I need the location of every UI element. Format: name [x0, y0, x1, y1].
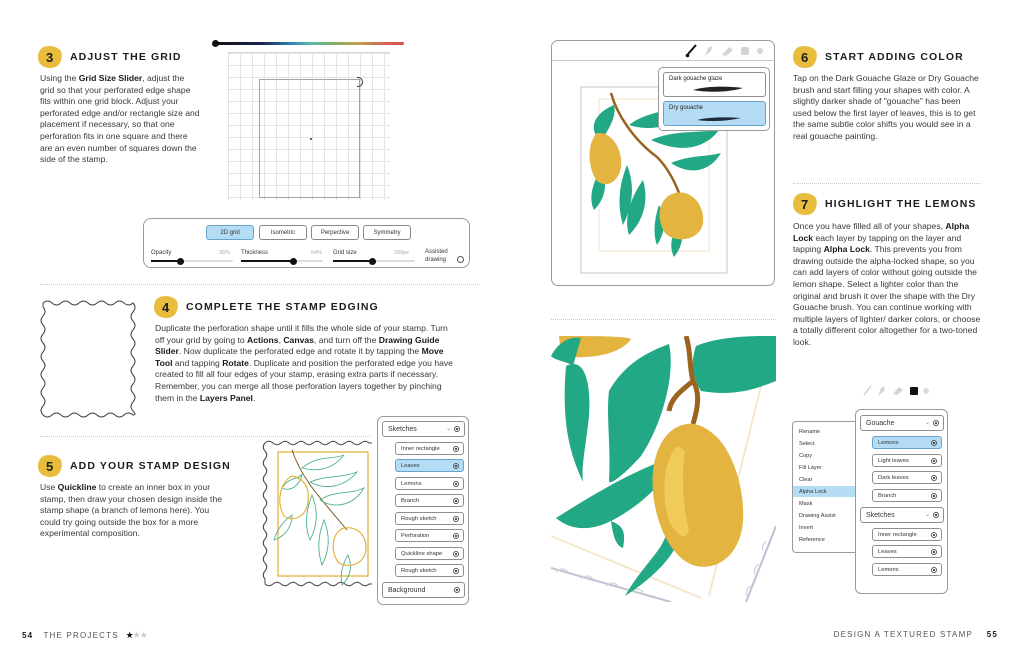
- step-3-header: [38, 46, 182, 68]
- step-title: COMPLETE THE STAMP EDGING: [186, 301, 379, 313]
- smudge-icon[interactable]: [702, 44, 714, 58]
- layer-leaves[interactable]: Leaves: [872, 545, 942, 558]
- drawing-guide-panel: [143, 218, 470, 268]
- step-4-body: Duplicate the perforation shape until it fills the whole side of your stamp. Turn off your grid by going to Actions, Canvas, and turn off the Drawing Guide Slider. Now duplicate the perforated edge and rotate it by tapping the Move Tool and tapping Rotate. Duplicate and position the perforated edge you have created to fill all four edges of your stamp, erasing extra parts if necessary. Remember, you can merge all those perforation layers together by pinching them in the Layers Panel.: [155, 323, 453, 403]
- grid-canvas: [228, 52, 390, 200]
- section-divider: [793, 183, 981, 184]
- menu-item-drawing-assist[interactable]: Drawing Assist: [799, 512, 836, 519]
- menu-item-invert[interactable]: Invert: [799, 524, 813, 531]
- layer-lemons[interactable]: Lemons: [395, 477, 464, 490]
- layers-panel: [855, 409, 948, 594]
- smudge-icon[interactable]: [876, 385, 886, 397]
- visibility-checkbox[interactable]: [454, 587, 460, 593]
- lemon-sketch-stamp: [262, 440, 376, 590]
- visibility-checkbox[interactable]: [931, 458, 937, 464]
- color-slider-track[interactable]: [214, 42, 404, 45]
- grid-size-value: 206px: [394, 250, 409, 256]
- grid-size-slider-knob[interactable]: [369, 258, 376, 265]
- layer-inner-rectangle[interactable]: Inner rectangle: [395, 442, 464, 455]
- menu-item-fill-layer[interactable]: Fill Layer: [799, 464, 822, 471]
- visibility-checkbox[interactable]: [453, 463, 459, 469]
- tab-symmetry[interactable]: Symmetry: [363, 225, 411, 240]
- right-toolbar: [862, 385, 932, 397]
- menu-item-select[interactable]: Select: [799, 440, 815, 447]
- eraser-icon[interactable]: [720, 45, 734, 57]
- thickness-value: 64%: [311, 250, 323, 256]
- menu-item-mask[interactable]: Mask: [799, 500, 813, 507]
- eraser-icon[interactable]: [892, 386, 904, 396]
- opacity-slider-knob[interactable]: [177, 258, 184, 265]
- thickness-label: Thickness: [241, 250, 269, 256]
- chevron-down-icon[interactable]: ⌄: [445, 426, 451, 432]
- section-title: THE PROJECTS: [43, 631, 119, 640]
- color-icon[interactable]: [923, 388, 929, 394]
- layer-dark-leaves[interactable]: Dark leaves: [872, 471, 942, 484]
- opacity-slider[interactable]: [151, 260, 233, 262]
- visibility-checkbox[interactable]: [453, 498, 459, 504]
- lemon-painting-closeup: [551, 336, 776, 602]
- difficulty-stars: [126, 630, 147, 640]
- step-6-body: Tap on the Dark Gouache Glaze or Dry Gouache brush and start filling your shapes with color. A slightly darker shade of "gouache" has been used below the first layer of leaves, this is to get the same subtle color shifts you would see in a real gouache painting.: [793, 73, 979, 141]
- star-icon: ★: [139, 630, 147, 640]
- layers-panel: [377, 416, 469, 605]
- step-badge: 7: [792, 192, 818, 216]
- layer-rough-sketch-2[interactable]: Rough sketch: [395, 564, 464, 577]
- step-6-header: [793, 46, 964, 68]
- page-number: 55: [986, 630, 998, 639]
- step-badge: 4: [153, 295, 179, 319]
- layer-perforation[interactable]: Perforation: [395, 529, 464, 542]
- brush-library-popup: [658, 67, 770, 131]
- visibility-checkbox[interactable]: [933, 512, 939, 518]
- chevron-down-icon[interactable]: ⌄: [924, 420, 930, 426]
- layer-quickline-shape[interactable]: Quickline shape: [395, 547, 464, 560]
- footer-right: [834, 630, 998, 639]
- thickness-slider-knob[interactable]: [290, 258, 297, 265]
- perforation-shape: [357, 77, 363, 87]
- visibility-checkbox[interactable]: [931, 493, 937, 499]
- layer-inner-rectangle[interactable]: Inner rectangle: [872, 528, 942, 541]
- opacity-label: Opacity: [151, 250, 172, 256]
- tab-perspective[interactable]: Perpective: [311, 225, 359, 240]
- step-title: ADD YOUR STAMP DESIGN: [70, 460, 231, 472]
- visibility-checkbox[interactable]: [453, 551, 459, 557]
- assisted-drawing-label: Assisted drawing: [425, 249, 448, 263]
- layers-icon[interactable]: [741, 47, 749, 55]
- step-4-header: [154, 296, 379, 318]
- color-icon[interactable]: [757, 48, 763, 54]
- tab-2d-grid[interactable]: 2D grid: [206, 225, 254, 240]
- chevron-down-icon[interactable]: ⌄: [924, 512, 930, 518]
- step-5-body: Use Quickline to create an inner box in your stamp, then draw your chosen design inside the stamp shape (a branch of lemons here). You could try going outside the box for a more experimental composition.: [40, 482, 223, 539]
- layer-light-leaves[interactable]: Light leaves: [872, 454, 942, 467]
- step-title: ADJUST THE GRID: [70, 51, 182, 63]
- assisted-drawing-toggle[interactable]: [457, 256, 464, 263]
- layer-group-sketches[interactable]: Sketches ⌄: [860, 507, 944, 523]
- grid-size-slider[interactable]: [333, 260, 415, 262]
- visibility-checkbox[interactable]: [931, 549, 937, 555]
- layer-lemons-sketch[interactable]: Lemons: [872, 563, 942, 576]
- thickness-slider[interactable]: [241, 260, 323, 262]
- visibility-checkbox[interactable]: [931, 440, 937, 446]
- chapter-title: DESIGN A TEXTURED STAMP: [833, 630, 973, 639]
- layer-group-sketches[interactable]: Sketches ⌄: [382, 421, 465, 437]
- visibility-checkbox[interactable]: [931, 567, 937, 573]
- layer-rough-sketch[interactable]: Rough sketch: [395, 512, 464, 525]
- toolbar: [552, 41, 774, 61]
- brush-stroke-preview: [692, 84, 744, 94]
- center-point: [310, 138, 312, 140]
- layer-leaves[interactable]: Leaves: [395, 459, 464, 472]
- layers-icon[interactable]: [910, 387, 918, 395]
- step-badge: 5: [37, 454, 63, 478]
- step-3-body: Using the Grid Size Slider, adjust the grid so that your perforated edge shape fits within one grid block. Adjust your perforated edge and/or rectangle size and placement if necessary, so that one perforation fits in one square and there are an even number of squares down the side of the stamp.: [40, 73, 200, 165]
- step-title: HIGHLIGHT THE LEMONS: [825, 198, 977, 210]
- layer-background[interactable]: Background: [382, 582, 465, 598]
- brush-stroke-preview: [696, 115, 742, 123]
- visibility-checkbox[interactable]: [453, 568, 459, 574]
- page-number: 54: [22, 631, 34, 640]
- layer-branch[interactable]: Branch: [395, 494, 464, 507]
- section-divider: [551, 319, 776, 320]
- step-7-header: [793, 193, 977, 215]
- step-5-header: [38, 455, 231, 477]
- visibility-checkbox[interactable]: [453, 481, 459, 487]
- visibility-checkbox[interactable]: [931, 475, 937, 481]
- menu-item-clear[interactable]: Clear: [799, 476, 813, 483]
- section-divider: [40, 284, 480, 285]
- brush-icon[interactable]: [685, 44, 697, 58]
- menu-item-rename[interactable]: Rename: [799, 428, 821, 435]
- menu-item-alpha-lock[interactable]: Alpha Lock: [793, 486, 857, 497]
- section-divider: [40, 436, 370, 437]
- visibility-checkbox[interactable]: [453, 446, 459, 452]
- visibility-checkbox[interactable]: [931, 532, 937, 538]
- star-icon: ★: [132, 630, 140, 640]
- perforated-stamp-outline: [40, 300, 136, 418]
- star-icon: ★: [125, 630, 133, 640]
- layer-branch[interactable]: Branch: [872, 489, 942, 502]
- layer-lemons[interactable]: Lemons: [872, 436, 942, 449]
- tab-isometric[interactable]: Isometric: [259, 225, 307, 240]
- menu-item-reference[interactable]: Reference: [799, 536, 825, 543]
- menu-item-copy[interactable]: Copy: [799, 452, 813, 459]
- brush-dry-gouache[interactable]: Dry gouache: [663, 101, 766, 126]
- layer-options-menu: [792, 421, 858, 553]
- step-badge: 6: [792, 45, 818, 69]
- color-slider-knob[interactable]: [212, 40, 219, 47]
- visibility-checkbox[interactable]: [933, 420, 939, 426]
- brush-icon[interactable]: [862, 385, 872, 397]
- layer-group-gouache[interactable]: Gouache ⌄: [860, 415, 944, 431]
- opacity-value: 36%: [219, 250, 231, 256]
- step-title: START ADDING COLOR: [825, 51, 964, 63]
- brush-dark-gouache-glaze[interactable]: Dark gouache glaze: [663, 72, 766, 97]
- visibility-checkbox[interactable]: [454, 426, 460, 432]
- visibility-checkbox[interactable]: [453, 516, 459, 522]
- footer-left: [22, 630, 147, 641]
- visibility-checkbox[interactable]: [453, 533, 459, 539]
- grid-size-label: Grid size: [333, 250, 357, 256]
- step-7-body: Once you have filled all of your shapes, Alpha Lock each layer by tapping on the layer and tapping Alpha Lock. This prevents you from drawing outside the alpha-locked shape, so you can add layers of color without going outside the lemon shape. Select a lighter color than the original and brush it over the shape with the Dry Gouache brush. You can continue working with multiple layers of lighter/ darker colors, or choose a totally different color altogether for a two-toned look.: [793, 221, 981, 347]
- step-badge: 3: [37, 45, 63, 69]
